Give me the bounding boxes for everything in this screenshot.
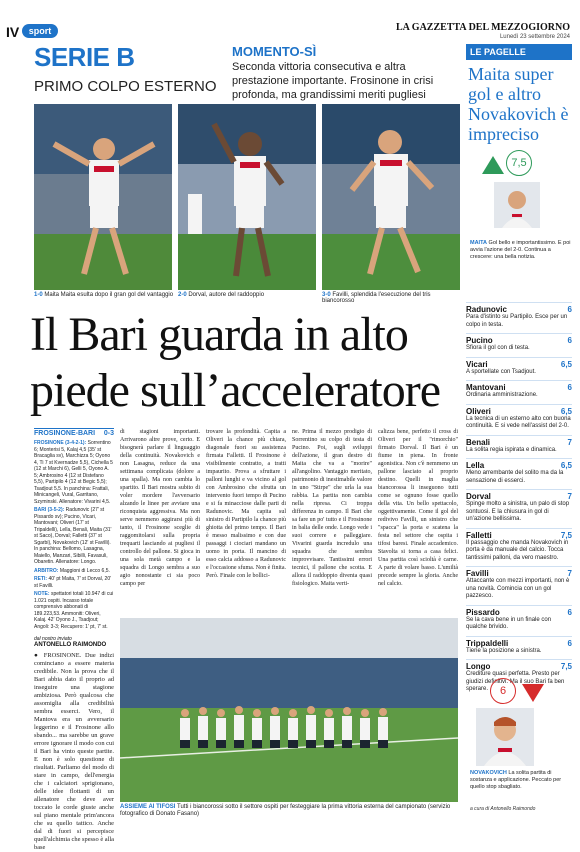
photo-caption-2 <box>178 292 318 298</box>
section-title: SERIE B <box>34 42 135 72</box>
rating-desc: Spinge molto a sinistra, un palo di stop sontuosi. E la chiusura in gol di un'azione bellissima. <box>466 501 570 522</box>
rating-name: Lella <box>466 461 485 470</box>
photo-maita <box>34 104 172 290</box>
rating-name: Oliveri <box>466 406 491 416</box>
goals <box>34 576 114 589</box>
rating-desc: Il passaggio che manda Novakovich in porta è da manuale del calcio. Tocca tantissimi palloni, da vero maestro. <box>466 539 569 561</box>
page-number: IV <box>6 24 20 40</box>
top-bar <box>0 0 580 40</box>
rating-vote: 6,5 <box>560 359 572 369</box>
goals-text: 40' pt Maita, 7' st Dorval, 20' st Favilli. <box>34 576 112 589</box>
notes <box>34 591 114 630</box>
bottom-caption-text: Tutti i biancorossi sotto il settore ospiti per festeggiare la prima vittoria esterna del campionato (servizio fotografico di Donato Fasano) <box>120 804 451 817</box>
arrow-up-icon <box>482 156 504 174</box>
rating-item <box>466 302 572 329</box>
novakovich-note-name: NOVAKOVICH <box>470 770 507 776</box>
rating-vote: 6 <box>567 305 572 314</box>
rating-name: Favilli <box>466 569 489 578</box>
momento-title: MOMENTO-SÌ <box>232 44 317 59</box>
rating-desc: La solita regia ispirata e dinamica. <box>466 446 557 453</box>
rating-item <box>466 458 572 485</box>
headline-line-2: piede sull’acceleratore <box>30 364 441 417</box>
article-column-3: trovare la profondità. Capita a Oliveri la chance più chiara, diagonale fuori su assistenza firmata Falletti. Il Frosinone è visibilmente contratto, a tratti impaurito. Prova a sfruttare i palloni lunghi e va vicino al gol con Ambrosino che sfrutta un intervento fuori tempo di Pucino e si fa minacciose dalle parti di Radunovic. Ma capita sul sinistro di Partipilo la chance più ghiotta del primo tempo. Il Bari è messo malissimo e con due passaggi i ciociari mandano un uomo in porta. Il mancino di esso calcia addosso a Radunovic e l'occasione sfuma. Non è finita. Però. Finale con le bollici- <box>206 429 286 579</box>
rating-item <box>466 489 572 524</box>
frosinone-lineup <box>34 440 114 505</box>
rating-item <box>466 605 572 632</box>
rating-vote: 7 <box>567 569 572 578</box>
rating-desc: Crediture quasi perfetta. Presto per giudizi definitivi. Ma il suo Bari fa ben sperare. <box>466 671 565 692</box>
rating-name: Pissardo <box>466 607 500 617</box>
rating-desc: Sfiora il gol con di testa. <box>466 345 530 351</box>
match-teams: FROSINONE-BARI <box>34 430 96 437</box>
rating-item <box>466 404 572 431</box>
rating-desc: Se la cava bene in un finale con qualche brivido. <box>466 616 552 630</box>
rating-desc: Meno arrembante del solito ma da la sensazione di esserci. <box>466 470 564 484</box>
match-score: 0-3 <box>103 430 114 437</box>
rating-item <box>466 528 572 563</box>
portrait-maita <box>494 182 540 228</box>
article-column-4: ne. Prima il mezzo prodigio di Sorrentino su colpo di testa di Pucino. Poi, sugli sviluppi dell'azione, il gran destro di Maita che va a "morire" all'angolino. Vantaggio meritato, patrimonio di inestimabile valore in uno "Stirpe" che urla la sua rabbia. La partita non cambia nella ripresa. Ci troppa differenza in campo. Il Bari che sa fare un po' tutto e il Frosinone in balia delle onde. Longo vede i suoi correre e palleggiare. Vivarini guarda incredulo una squadra che sembra improvvisare. Tantissimi errori tecnici, il pallone che scotta. E allora il raddoppio diventa quasi fisiologico. Maita verti- <box>292 429 372 587</box>
caption-2-text: Dorval, autore del raddoppio <box>188 292 265 298</box>
bari-text: Radunovic (27' st Pissardo sv); Pucino, Vicari, Mantovani; Oliveri (17' st Tripaldelli), Lella, Benali, Maita (31' st Saco), Dorval; Falletti (37' st Sgarbi), Novakovich (12' st Favilli). In panchina: Bellomo, Lasagna, Maiello, Manzari, Sibilli, Favasuli, Obaretin. Allenatore: Longo. <box>34 507 112 565</box>
main-headline <box>30 307 440 419</box>
photo-dorval <box>178 104 316 290</box>
photo-caption-3 <box>322 292 462 304</box>
match-report-box <box>34 440 114 632</box>
rating-name: Pucino <box>466 336 493 345</box>
referee-label: ARBITRO: <box>34 567 59 574</box>
pagelle-credit: a cura di Antonello Raimondo <box>470 806 536 812</box>
rating-desc: Ordinaria amministrazione. <box>466 392 538 398</box>
author-label: dal nostro inviato <box>34 636 72 642</box>
maita-note-text: Gol bello e importantissimo. E poi avvia l'azione del 2-0. Continua a crescere: una bella notizia. <box>470 240 571 260</box>
section-subtitle: PRIMO COLPO ESTERNO <box>34 78 217 95</box>
pagelle-title: Maita super gol e altro Novakovich è impreciso <box>468 64 569 144</box>
rating-name: Benali <box>466 437 491 447</box>
rating-desc: Para d'istinto su Partipilo. Esce per un colpo in testa. <box>466 314 568 328</box>
frosinone-text: Sorrentino 6; Monterisi 5, Kalaj 4,5 (35' st Bracaglia sv), Marchizza 5; Oyono 4, Ti 7 st Kvernadze 5,5), Cichella 5 (12 st Marchi 6), Gelli 5, Oyono A. 5; Ambrosino 4 (12 st Distefano 5,5), Partipilo 4 (12 st Begic 5,5); Tsadjout 5,5. In panchina: Frattali, Minicangeli, Vural, Garritano, Szyminski. Allenatore: Vivarini 4,5. <box>34 440 113 505</box>
rating-name: Mantovani <box>466 383 506 392</box>
bari-label: BARI (3-5-2): <box>34 507 65 513</box>
bottom-photo-caption <box>120 804 462 818</box>
goals-label: RETI: <box>34 576 48 582</box>
photo-favilli <box>322 104 460 290</box>
rating-desc: A sportellate con Tsadjout. <box>466 368 536 375</box>
novakovich-note <box>470 770 572 791</box>
rating-desc: Attaccante con mezzi importanti, non è una novità. Comincia con un gol pazzesco. <box>466 578 570 599</box>
caption-1-text: Maita Maita esulta dopo il gran gol del vantaggio <box>44 292 174 298</box>
bari-lineup <box>34 507 114 566</box>
rating-item <box>466 380 572 400</box>
maita-note-name: MAITA <box>470 240 488 246</box>
rating-vote: 7 <box>567 437 572 447</box>
rating-item <box>466 333 572 353</box>
rating-vote: 7,5 <box>560 530 572 540</box>
rating-vote: 6 <box>567 607 572 617</box>
arrow-down-icon <box>522 684 544 702</box>
portrait-novakovich <box>476 708 534 766</box>
rating-vote: 6,5 <box>560 461 572 470</box>
article-column-5: calizza bene, perfetto il cross di Oliveri per il "rimorchio" firmato Dorval. Il Bari è un fiume in piena. In fronte agonistica. Non c'è nemmeno un pallone lasciato al proprio destino. Quelli in maglia biancorossa li inseguono tutti come se ognuno fosse quello della vita. Un bello spettacolo, oggettivamente. Come il gol del redivivo Favilli, un sinistro che "spacca" la porta e scatena la festa nel settore che ospita i tifosi baresi. Finale accademico. Stavolta si torna a casa felici. Una partita così scioltà è carne. A parte di volare basso. L'umiltà precede sempre la gloria. Anche nel calcio. <box>378 429 458 587</box>
referee <box>34 568 114 575</box>
rating-name: Dorval <box>466 492 491 501</box>
rating-item <box>466 435 572 455</box>
rating-vote: 7 <box>567 492 572 501</box>
masthead: LA GAZZETTA DEL MEZZOGIORNO <box>395 22 570 33</box>
momento-text: Seconda vittoria consecutiva e altra prestazione importante. Frosinone in crisi profonda, ma grandissimi meriti pugliesi <box>232 61 434 101</box>
notes-label: NOTE: <box>34 591 50 597</box>
sport-section-logo: sport <box>22 24 58 38</box>
frosinone-label: FROSINONE (3-4-2-1): <box>34 440 87 446</box>
rating-name: Longo <box>466 662 491 671</box>
photo-team-celebration <box>120 618 458 802</box>
caption-3-score: 3-0 <box>322 292 331 298</box>
rating-item <box>466 357 572 377</box>
caption-1-score: 1-0 <box>34 292 43 298</box>
rating-name: Radunovic <box>466 305 507 314</box>
match-score-header <box>34 428 114 437</box>
article-column-2: di stagioni importanti. Arrivarono altre prove, certo. E bisognerà parlare il linguaggio della continuità. Novakovich e non Lasagna, reduce da una settimana complicata (dolore a una spalla). Ma non cambia lo spartito. Il Bari mostra subito di voler mordere l'avversario alzando le linee per avviare una riconquista aggressiva. Ma non serve nemmeno aggirarsi più di tanto, il Frosinone sceglie di raggomitolarsi sulla propria trequarti lasciando ai pugliesi il controllo del pallone. Si gioca in una sola metà campo e la squadra di Longo sembra a suo agio nonostante ci sia poco campo per <box>120 429 200 587</box>
notes-text: spettatori totali 10.947 di cui 1.021 ospiti. Incasso totale comprensivo abbonati di 189.223,53. Ammoniti: Oliveri, Kalaj. 42' Oyono J., Tsadjout; Angoli: 3-3; Recupero: 1' pt, 7' st. <box>34 591 114 630</box>
pagelle-tag: LE PAGELLE <box>466 44 572 60</box>
rating-vote: 6 <box>567 383 572 392</box>
author-name: ANTONELLO RAIMONDO <box>34 642 107 648</box>
article-column-1: ● FROSINONE. Due indizi cominciano a essere materia credibile. Non la prova che il Bari abbia dato il proprio ad inseguire una stagione ambiziosa. Però qualcosa che assomiglia alla credibilità sembra esserci. Vero, il Mantova era un avversario leggerino e il Frosinone allo sbando... ma sarebbe un grave errore ignorare il modo con cui il Bari ha vinto queste partite. E non è solo questione di risultati. Parliamo del modo di stare in campo, dell'energia che i calciatori sprigionano, delle idee flottanti di un allenatore che deve aver toccato le corde giuste anche sul piano mentale prim'ancora che su quello tattico. Anche dal di fuori si percepisce quell'alchimia che spesso è alla base <box>34 652 114 851</box>
caption-3-text: Favilli, splendida l'esecuzione del tris biancorosso <box>322 292 431 304</box>
rating-desc: La tecnica di un esterno alto con buona continuità. E si vede nell'assist del 2-0. <box>466 415 571 429</box>
rating-name: Falletti <box>466 530 492 540</box>
rating-item <box>466 659 572 694</box>
rating-vote: 6 <box>567 336 572 345</box>
caption-2-score: 2-0 <box>178 292 187 298</box>
ratings-list <box>466 302 572 698</box>
headline-line-1: Il Bari guarda in alto <box>30 308 408 361</box>
referee-text: Maggioni di Lecco 6,5. <box>59 567 110 574</box>
rating-desc: Tiene la posizione a sinistra. <box>466 647 542 654</box>
rating-item <box>466 566 572 601</box>
rating-vote: 6 <box>567 638 572 648</box>
issue-date: Lunedì 23 settembre 2024 <box>499 34 570 40</box>
rating-name: Vicari <box>466 359 488 369</box>
rating-item <box>466 636 572 656</box>
novakovich-note-text: La solita partita di sostanza e applicazione. Peccato per quello stop sbagliato. <box>470 770 562 790</box>
bottom-caption-label: ASSIEME AI TIFOSI <box>120 804 176 810</box>
rating-vote: 6,5 <box>560 406 572 416</box>
bottom-vote-badge: 6 <box>490 678 516 704</box>
rating-vote: 7,5 <box>560 662 572 671</box>
rating-name: Trippaldelli <box>466 638 509 648</box>
maita-note <box>470 240 572 261</box>
photo-caption-1 <box>34 292 174 298</box>
top-vote-badge: 7,5 <box>506 150 532 176</box>
